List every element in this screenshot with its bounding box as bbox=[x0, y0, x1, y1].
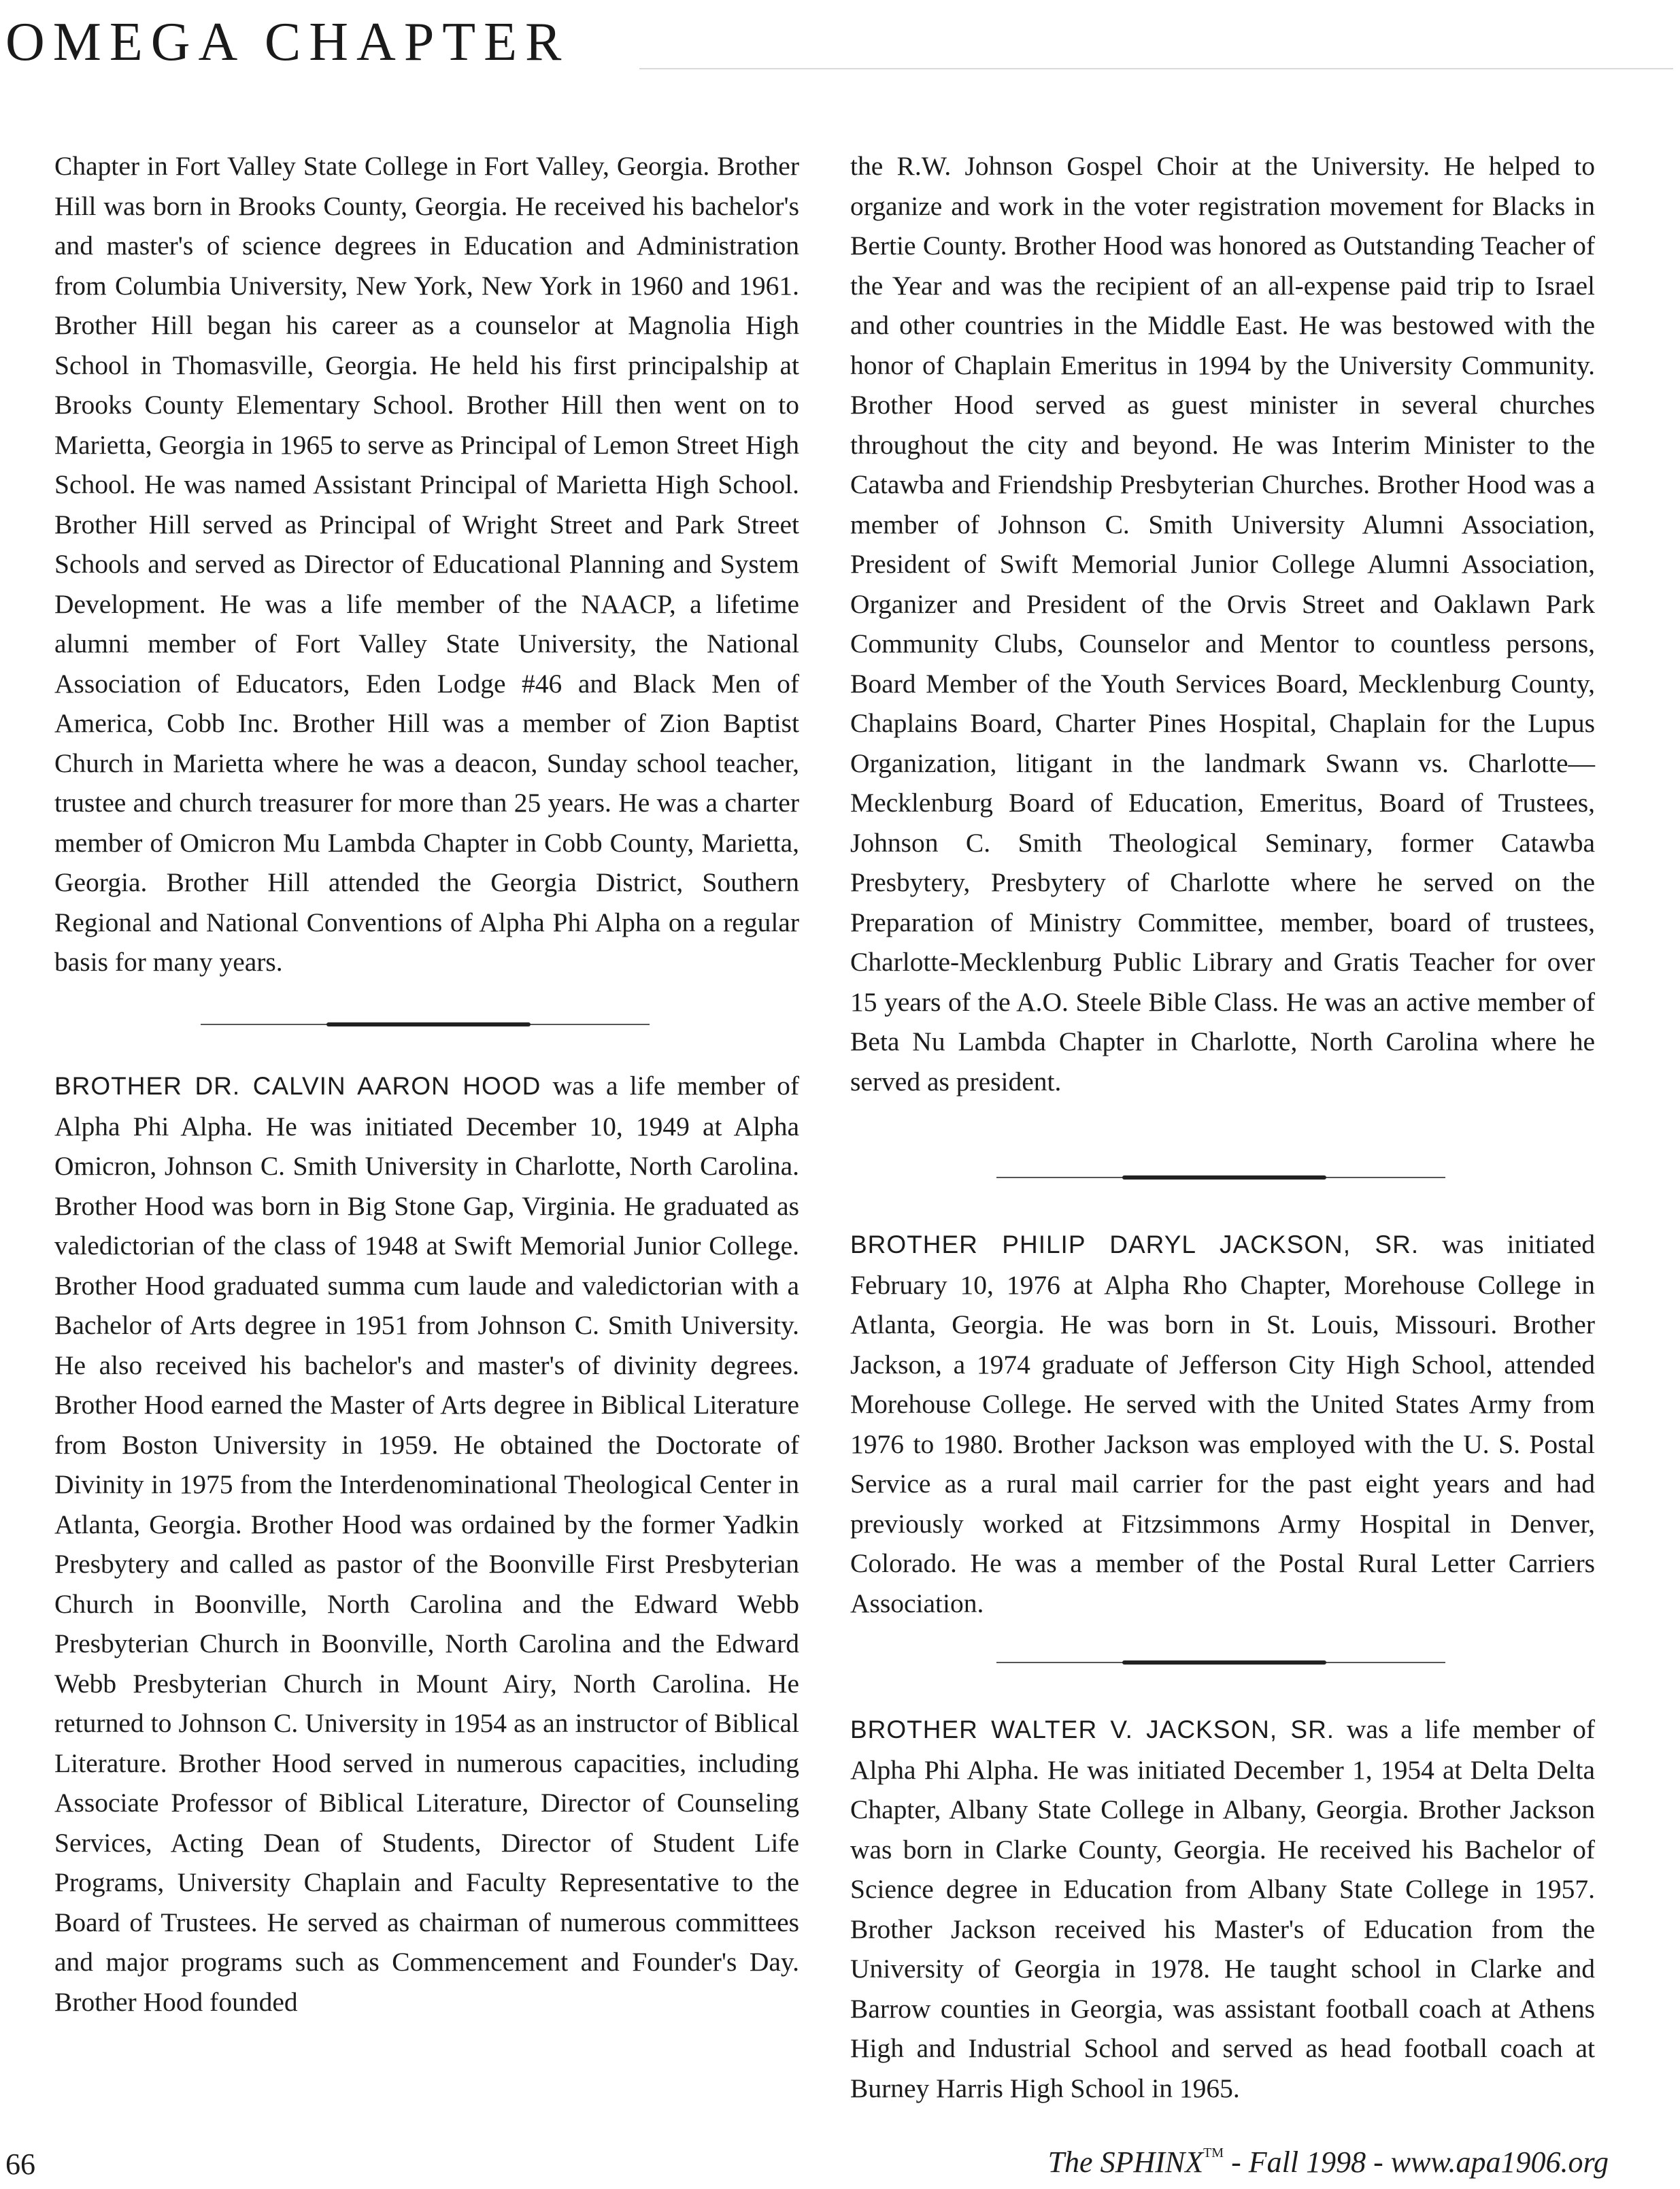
publication-footer bbox=[1048, 2146, 1609, 2177]
walter-jackson-bio bbox=[850, 1709, 1595, 2108]
hill-bio-paragraph: Chapter in Fort Valley State College in Fort Valley, Georgia. Brother Hill was born in Brooks County, Georgia. He received his bachelor's and master's of science degrees in Education and Administration from Columbia University, New York, New York in 1960 and 1961. Brother Hill began his career as a counselor at Magnolia High School in Thomasville, Georgia. He held his first principalship at Brooks County Elementary School. Brother Hill then went on to Marietta, Georgia in 1965 to serve as Principal of Lemon Street High School. He was named Assistant Principal of Marietta High School. Brother Hill served as Principal of Wright Street and Park Street Schools and served as Director of Educational Planning and System Development. He was a life member of the NAACP, a lifetime alumni member of Fort Valley State University, the National Association of Educators, Eden Lodge #46 and Black Men of America, Cobb Inc. Brother Hill was a member of Zion Baptist Church in Marietta where he was a deacon, Sunday school teacher, trustee and church treasurer for more than 25 years. He was a charter member of Omicron Mu Lambda Chapter in Cobb County, Marietta, Georgia. Brother Hill attended the Georgia District, Southern Regional and National Conventions of Alpha Phi Alpha on a regular basis for many years. bbox=[54, 151, 799, 977]
right-column bbox=[850, 146, 1595, 2108]
hood-bio-continued: the R.W. Johnson Gospel Choir at the University. He helped to organize and work in the voter registration movement for Blacks in Bertie County. Brother Hood was honored as Outstanding Teacher of the Year and was the recipient of an all-expense paid trip to Israel and other countries in the Middle East. He was bestowed with the honor of Chaplain Emeritus in 1994 by the University Community. Brother Hood served as guest minister in several churches throughout the city and beyond. He was Interim Minister to the Catawba and Friendship Presbyterian Churches. Brother Hood was a member of Johnson C. Smith University Alumni Association, President of Swift Memorial Junior College Alumni Association, Organizer and President of the Orvis Street and Oaklawn Park Community Clubs, Counselor and Mentor to countless persons, Board Member of the Youth Services Board, Mecklenburg County, Chaplains Board, Charter Pines Hospital, Chaplain for the Lupus Organization, litigant in the landmark Swann vs. Charlotte—Mecklenburg Board of Education, Emeritus, Board of Trustees, Johnson C. Smith Theological Seminary, former Catawba Presbytery, Presbytery of Charlotte where he served on the Preparation of Ministry Committee, member, board of trustees, Charlotte-Mecklenburg Public Library and Gratis Teacher for over 15 years of the A.O. Steele Bible Class. He was an active member of Beta Nu Lambda Chapter in Charlotte, North Carolina where he served as president. bbox=[850, 151, 1595, 1097]
trademark-mark: TM bbox=[1203, 2145, 1224, 2160]
hood-bio-paragraph bbox=[54, 1066, 799, 2022]
section-divider bbox=[850, 1621, 1595, 1709]
page-number: 66 bbox=[5, 2148, 35, 2181]
philip-jackson-bio bbox=[850, 1224, 1595, 1621]
page-title: OMEGA CHAPTER bbox=[5, 12, 570, 72]
philip-jackson-name: BROTHER PHILIP DARYL JACKSON, SR. bbox=[850, 1231, 1419, 1258]
publication-issue: - Fall 1998 - www.apa1906.org bbox=[1224, 2145, 1609, 2179]
philip-jackson-text: was initiated February 10, 1976 at Alpha Rho Chapter, Morehouse College in Atlanta, Georgia. He was born in St. Louis, Missouri. Brother Jackson, a 1974 graduate of Jefferson City High School, attended Morehouse College. He served with the United States Army from 1976 to 1980. Brother Jackson was employed with the U. S. Postal Service as a rural mail carrier for the past eight years and had previously worked at Fitzsimmons Army Hospital in Denver, Colorado. He was a member of the Postal Rural Letter Carriers Association. bbox=[850, 1229, 1595, 1618]
hood-bio-text: was a life member of Alpha Phi Alpha. He was initiated December 10, 1949 at Alpha Omicron, Johnson C. Smith University in Charlotte, North Carolina. Brother Hood was born in Big Stone Gap, Virginia. He graduated as valedictorian of the class of 1948 at Swift Memorial Junior College. Brother Hood graduated summa cum laude and valedictorian with a Bachelor of Arts degree in 1951 from Johnson C. Smith University. He also received his bachelor's and master's of divinity degrees. Brother Hood earned the Master of Arts degree in Biblical Literature from Boston University in 1959. He obtained the Doctorate of Divinity in 1975 from the Interdenominational Theological Center in Atlanta, Georgia. Brother Hood was ordained by the former Yadkin Presbytery and called as pastor of the Boonville First Presbyterian Church in Boonville, North Carolina and the Edward Webb Presbyterian Church in Boonville, North Carolina and the Edward Webb Presbyterian Church in Mount Airy, North Carolina. He returned to Johnson C. University in 1954 as an instructor of Biblical Literature. Brother Hood served in numerous capacities, including Associate Professor of Biblical Literature, Director of Counseling Services, Acting Dean of Students, Director of Student Life Programs, University Chaplain and Faculty Representative to the Board of Trustees. He served as chairman of numerous committees and major programs such as Commencement and Founder's Day. Brother Hood founded bbox=[54, 1071, 800, 2017]
section-divider bbox=[54, 976, 799, 1066]
publication-name: The SPHINX bbox=[1047, 2145, 1204, 2179]
hood-name: BROTHER DR. CALVIN AARON HOOD bbox=[54, 1072, 541, 1100]
section-divider bbox=[850, 1136, 1595, 1224]
header-rule bbox=[639, 68, 1673, 69]
walter-jackson-name: BROTHER WALTER V. JACKSON, SR. bbox=[850, 1716, 1335, 1743]
left-column bbox=[54, 146, 799, 2022]
walter-jackson-text: was a life member of Alpha Phi Alpha. He was initiated December 1, 1954 at Delta Delta Chapter, Albany State College in Albany, Georgia. Brother Jackson was born in Clarke County, Georgia. He received his Bachelor of Science degree in Education from Albany State College in 1957. Brother Jackson received his Master's of Education from the University of Georgia in 1978. He taught school in Clarke and Barrow counties in Georgia, was assistant football coach at Athens High and Industrial School and served as head football coach at Burney Harris High School in 1965. bbox=[850, 1714, 1596, 2103]
